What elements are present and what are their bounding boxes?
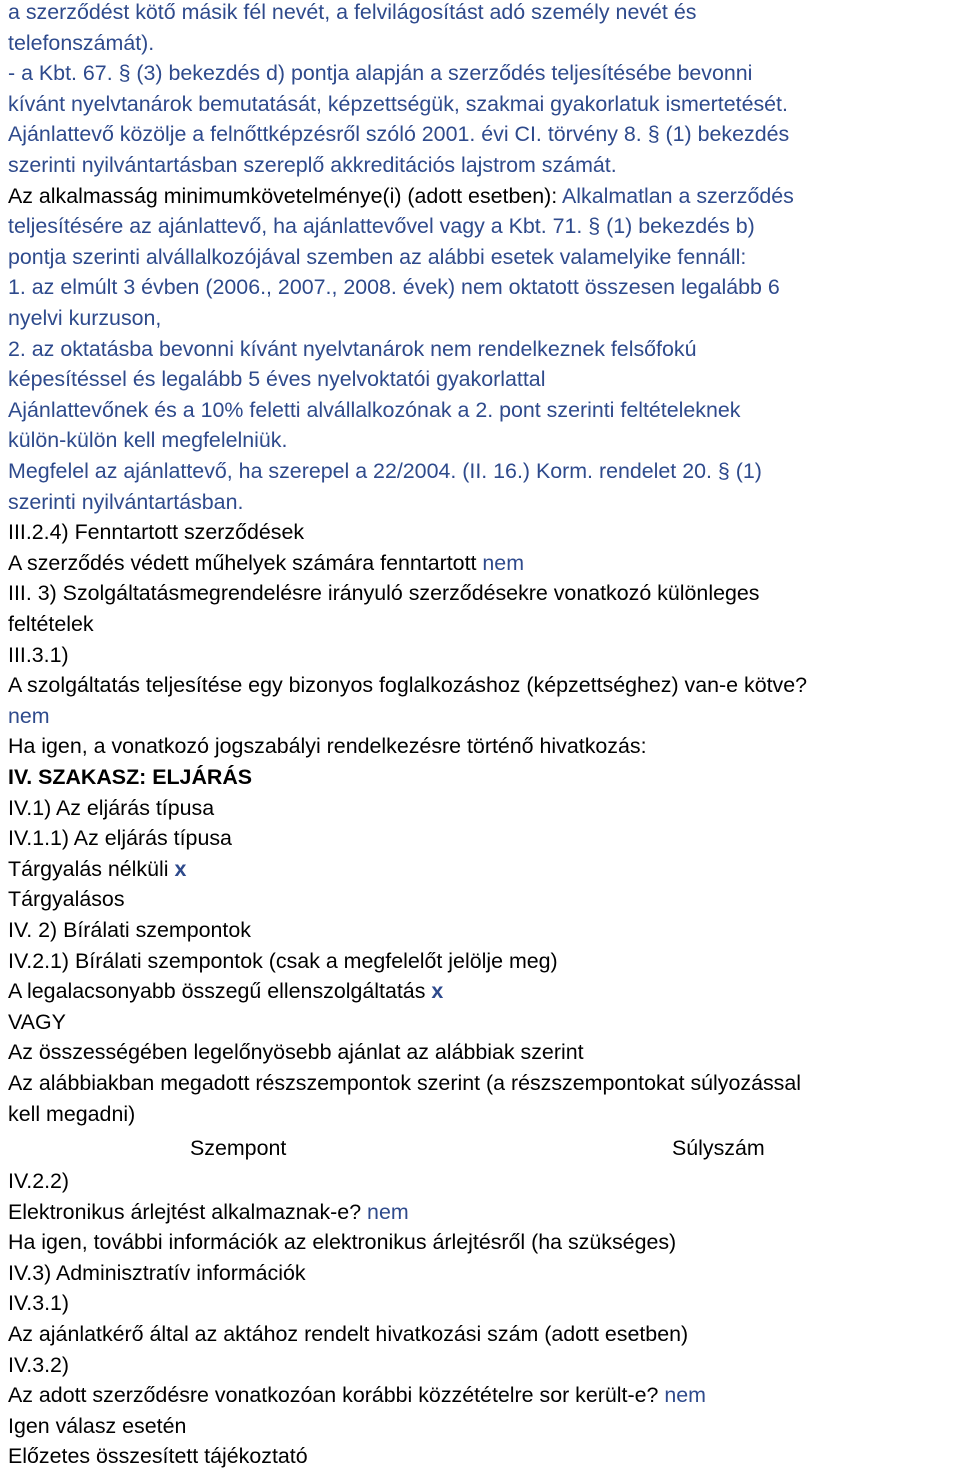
text-line [8,1228,676,1256]
line-text: Az ajánlatkérő által az aktához rendelt hivatkozási szám (adott esetben) [8,1322,689,1346]
answer-text: pontja szerinti alvállalkozójával szemben az alábbi esetek valamelyike fennáll: [8,244,747,269]
text-line [8,488,243,516]
text-line [8,457,762,485]
answer-text: szerinti nyilvántartásban. [8,489,244,514]
line-text: III. 3) Szolgáltatásmegrendelésre irányuló szerződésekre vonatkozó különleges [8,581,760,606]
line-text: IV.3) Adminisztratív információk [8,1260,306,1285]
line-text: Az alkalmasság minimumkövetelménye(i) (adott esetben): [8,183,563,208]
text-line [8,365,545,393]
answer-text: kívánt nyelvtanárok bemutatását, képzettségük, szakmai gyakorlatuk ismertetését. [8,91,788,116]
line-text: A szolgáltatás teljesítése egy bizonyos foglalkozáshoz (képzettséghez) van-e kötve? [8,673,808,698]
text-line [8,304,161,332]
text-line [8,29,154,57]
line-text: IV. SZAKASZ: ELJÁRÁS [8,765,253,789]
line-text: Tárgyalásos [8,887,125,912]
line-text: IV.1) Az eljárás típusa [8,795,215,820]
line-text: IV.3.2) [8,1352,70,1377]
line-text: Ha igen, további információk az elektronikus árlejtésről (ha szükséges) [8,1230,677,1255]
text-line [8,1412,186,1440]
answer-text: 2. az oktatásba bevonni kívánt nyelvtanárok nem rendelkeznek felsőfokú [8,336,697,361]
line-text: VAGY [8,1009,66,1034]
line-text: Előzetes összesített tájékoztató [8,1444,308,1469]
text-line [8,426,287,454]
line-text: IV.2.2) [8,1169,70,1193]
answer-text: telefonszámát). [8,30,155,55]
answer-text: - a Kbt. 67. § (3) bekezdés d) pontja alapján a szerződés teljesítésébe bevonni [8,61,753,86]
text-line [8,243,746,271]
text-line [8,763,252,791]
line-text: III.3.1) [8,642,69,667]
answer-text: x [431,979,444,1004]
line-text: IV. 2) Bírálati szempontok [8,918,251,942]
answer-text: a szerződést kötő másik fél nevét, a felvilágosítást adó személy nevét és [8,0,697,24]
criteria-column-header-szempont: Szempont [190,1136,287,1160]
answer-text: nyelvi kurzuson, [8,306,162,330]
text-line [8,1351,69,1379]
text-line [8,1198,409,1226]
text-line [8,1008,66,1036]
line-text: kell megadni) [8,1101,136,1126]
text-line [8,947,558,975]
text-line [8,794,214,822]
text-line [8,120,789,148]
line-text: IV.2.1) Bírálati szempontok (csak a megfelelőt jelölje meg) [8,948,558,973]
text-line [8,824,232,852]
text-line [8,182,794,210]
answer-text: Ajánlattevő közölje a felnőttképzésről szóló 2001. évi CI. törvény 8. § (1) bekezdés [8,122,790,147]
answer-text: nem [367,1199,409,1224]
text-line [8,1259,306,1287]
text-line [8,335,696,363]
text-line [8,885,125,913]
line-text: feltételek [8,612,94,636]
line-text: Az adott szerződésre vonatkozóan korábbi közzétételre sor került-e? [8,1383,665,1408]
text-line [8,90,788,118]
answer-text: nem [664,1383,706,1408]
answer-text: külön-külön kell megfelelniük. [8,428,288,453]
answer-text: teljesítésére az ajánlattevő, ha ajánlattevővel vagy a Kbt. 71. § (1) bekezdés b) [8,214,755,239]
answer-text: Alkalmatlan a szerződés [562,183,794,208]
line-text: Igen válasz esetén [8,1413,187,1438]
answer-text: képesítéssel és legalább 5 éves nyelvoktatói gyakorlattal [8,367,546,392]
text-line [8,702,50,730]
line-text: A szerződés védett műhelyek számára fenntartott [8,550,483,575]
text-line [8,212,755,240]
text-line [8,916,251,944]
text-line [8,1289,69,1317]
text-line [8,518,304,546]
answer-text: nem [482,550,525,575]
answer-text: x [174,856,187,881]
line-text: IV.3.1) [8,1291,70,1316]
text-line [8,610,94,638]
text-line [8,1069,801,1097]
line-text: Ha igen, a vonatkozó jogszabályi rendelkezésre történő hivatkozás: [8,734,647,759]
text-line [8,671,807,699]
text-line [8,59,752,87]
answer-text: 1. az elmúlt 3 évben (2006., 2007., 2008. évek) nem oktatott összesen legalább 6 [8,275,780,300]
line-text: Tárgyalás nélküli [8,856,175,881]
text-line [8,273,780,301]
answer-text: szerinti nyilvántartásban szereplő akkreditációs lajstrom számát. [8,153,617,177]
text-line [8,549,524,577]
answer-text: Ajánlattevőnek és a 10% feletti alvállalkozónak a 2. pont szerinti feltételeknek [8,397,741,422]
answer-text: Megfelel az ajánlattevő, ha szerepel a 22/2004. (II. 16.) Korm. rendelet 20. § (1) [8,459,762,483]
text-line [8,396,740,424]
criteria-column-header-sulyszam: Súlyszám [672,1136,765,1160]
text-line [8,1038,584,1066]
text-line [8,0,696,26]
text-line [8,1320,688,1348]
line-text: Az alábbiakban megadott részszempontok szerint (a részszempontokat súlyozással [8,1071,802,1095]
text-line [8,1442,308,1470]
text-line [8,855,186,883]
text-line [8,1100,135,1128]
line-text: A legalacsonyabb összegű ellenszolgáltatás [8,979,432,1004]
text-line [8,732,647,760]
line-text: Az összességében legelőnyösebb ajánlat az alábbiak szerint [8,1040,584,1065]
text-line [8,977,443,1005]
line-text: III.2.4) Fenntartott szerződések [8,520,305,545]
text-line [8,1381,706,1409]
line-text: Elektronikus árlejtést alkalmaznak-e? [8,1199,368,1224]
answer-text: nem [8,703,50,728]
text-line [8,641,69,669]
text-line [8,579,759,607]
line-text: IV.1.1) Az eljárás típusa [8,826,232,851]
text-line [8,151,617,179]
text-line [8,1167,69,1195]
